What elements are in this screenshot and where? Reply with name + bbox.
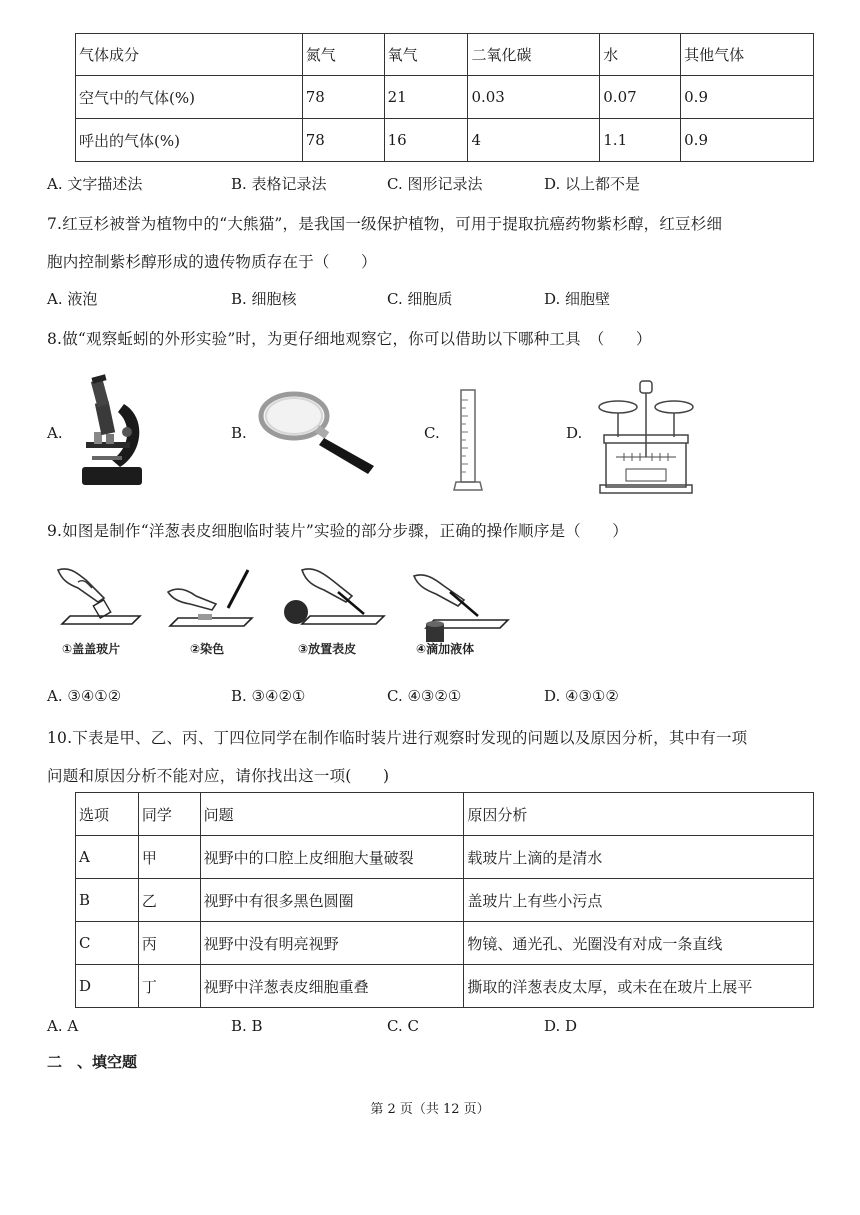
option-b-label: B. xyxy=(231,424,247,442)
table-cell: 0.03 xyxy=(468,76,600,119)
table-cell: 1.1 xyxy=(600,119,681,162)
option-c: C. ④③②① xyxy=(387,687,462,705)
table-cell: C xyxy=(76,922,139,965)
step-3-caption: ③放置表皮 xyxy=(298,642,357,656)
table-cell: D xyxy=(76,965,139,1008)
option-c-label: C. xyxy=(424,424,440,442)
table-cell: 甲 xyxy=(138,836,200,879)
table-cell: 空气中的气体(%) xyxy=(76,76,303,119)
q7-options xyxy=(47,288,827,312)
table-cell: 气体成分 xyxy=(76,34,303,76)
step-3-image xyxy=(280,562,390,652)
table-cell: 物镜、通光孔、光圈没有对成一条直线 xyxy=(464,922,814,965)
table-cell: 0.07 xyxy=(600,76,681,119)
option-c: C. 图形记录法 xyxy=(387,175,483,193)
question-10-line-1: 10.下表是甲、乙、丙、丁四位同学在制作临时装片进行观察时发现的问题以及原因分析，其中有一项 xyxy=(47,729,748,747)
q10-analysis-table xyxy=(75,792,814,1008)
balance-scale-image xyxy=(596,377,696,501)
option-d: D. 以上都不是 xyxy=(544,175,641,193)
option-a: A. 液泡 xyxy=(47,290,98,308)
option-c: C. 细胞质 xyxy=(387,290,453,308)
step-2-caption: ②染色 xyxy=(190,642,225,656)
table-cell: A xyxy=(76,836,139,879)
table-row xyxy=(76,965,814,1008)
option-d-label: D. xyxy=(566,424,583,442)
question-10-line-2: 问题和原因分析不能对应，请你找出这一项( ) xyxy=(47,767,390,785)
graduated-cylinder-image xyxy=(452,386,486,498)
question-7-line-2: 胞内控制紫杉醇形成的遗传物质存在于（ ） xyxy=(47,253,377,271)
table-cell: 同学 xyxy=(138,793,200,836)
option-d: D. ④③①② xyxy=(544,687,619,705)
table-cell: 选项 xyxy=(76,793,139,836)
table-cell: 水 xyxy=(600,34,681,76)
step-1-caption: ①盖盖玻片 xyxy=(62,642,121,656)
table-row xyxy=(76,836,814,879)
step-1-image xyxy=(48,562,148,652)
gas-composition-table xyxy=(75,33,814,162)
table-cell: 乙 xyxy=(138,879,200,922)
table-cell: 16 xyxy=(384,119,468,162)
option-a: A. A xyxy=(47,1017,79,1035)
table-row xyxy=(76,76,814,119)
table-cell: 78 xyxy=(302,119,384,162)
table-header-row xyxy=(76,34,814,76)
page-footer: 第 2 页（共 12 页） xyxy=(370,1102,490,1117)
question-9-line-1: 9.如图是制作“洋葱表皮细胞临时装片”实验的部分步骤，正确的操作顺序是（ ） xyxy=(47,522,628,540)
option-a: A. 文字描述法 xyxy=(47,175,143,193)
table-cell: 载玻片上滴的是清水 xyxy=(464,836,814,879)
table-cell: 其他气体 xyxy=(681,34,814,76)
table-cell: 原因分析 xyxy=(464,793,814,836)
table-cell: 氧气 xyxy=(384,34,468,76)
option-a: A. ③④①② xyxy=(47,687,122,705)
table-cell: 盖玻片上有些小污点 xyxy=(464,879,814,922)
option-d: D. D xyxy=(544,1017,578,1035)
table-cell: 撕取的洋葱表皮太厚，或未在在玻片上展平 xyxy=(464,965,814,1008)
option-a-label: A. xyxy=(47,424,63,442)
table-cell: 0.9 xyxy=(681,76,814,119)
table-header-row xyxy=(76,793,814,836)
table-row xyxy=(76,922,814,965)
table-cell: 0.9 xyxy=(681,119,814,162)
magnifying-glass-image xyxy=(256,388,381,482)
option-b: B. B xyxy=(231,1017,263,1035)
table-cell: 氮气 xyxy=(302,34,384,76)
option-b: B. 细胞核 xyxy=(231,290,297,308)
section-title: 二 、填空题 xyxy=(47,1053,138,1071)
table-cell: 视野中的口腔上皮细胞大量破裂 xyxy=(200,836,464,879)
option-b: B. ③④②① xyxy=(231,687,306,705)
table-row xyxy=(76,879,814,922)
microscope-image xyxy=(72,372,152,496)
table-row xyxy=(76,119,814,162)
table-cell: B xyxy=(76,879,139,922)
table-cell: 4 xyxy=(468,119,600,162)
table-cell: 78 xyxy=(302,76,384,119)
table-cell: 问题 xyxy=(200,793,464,836)
table-cell: 21 xyxy=(384,76,468,119)
table-cell: 丁 xyxy=(138,965,200,1008)
option-b: B. 表格记录法 xyxy=(231,175,327,193)
table-cell: 视野中没有明亮视野 xyxy=(200,922,464,965)
q9-options xyxy=(47,687,827,711)
q10-options xyxy=(47,1017,827,1041)
table-cell: 二氧化碳 xyxy=(468,34,600,76)
step-2-image xyxy=(164,562,264,652)
question-8-line-1: 8.做“观察蚯蚓的外形实验”时，为更仔细地观察它，你可以借助以下哪种工具 （ ） xyxy=(47,330,652,348)
option-d: D. 细胞壁 xyxy=(544,290,611,308)
table-cell: 视野中有很多黑色圆圈 xyxy=(200,879,464,922)
question-7-line-1: 7.红豆杉被誉为植物中的“大熊猫”，是我国一级保护植物，可用于提取抗癌药物紫杉醇，红豆杉细 xyxy=(47,215,723,233)
table-cell: 视野中洋葱表皮细胞重叠 xyxy=(200,965,464,1008)
q6-options xyxy=(47,173,827,197)
option-c: C. C xyxy=(387,1017,419,1035)
step-4-caption: ④滴加液体 xyxy=(416,642,475,656)
table-cell: 呼出的气体(%) xyxy=(76,119,303,162)
table-cell: 丙 xyxy=(138,922,200,965)
